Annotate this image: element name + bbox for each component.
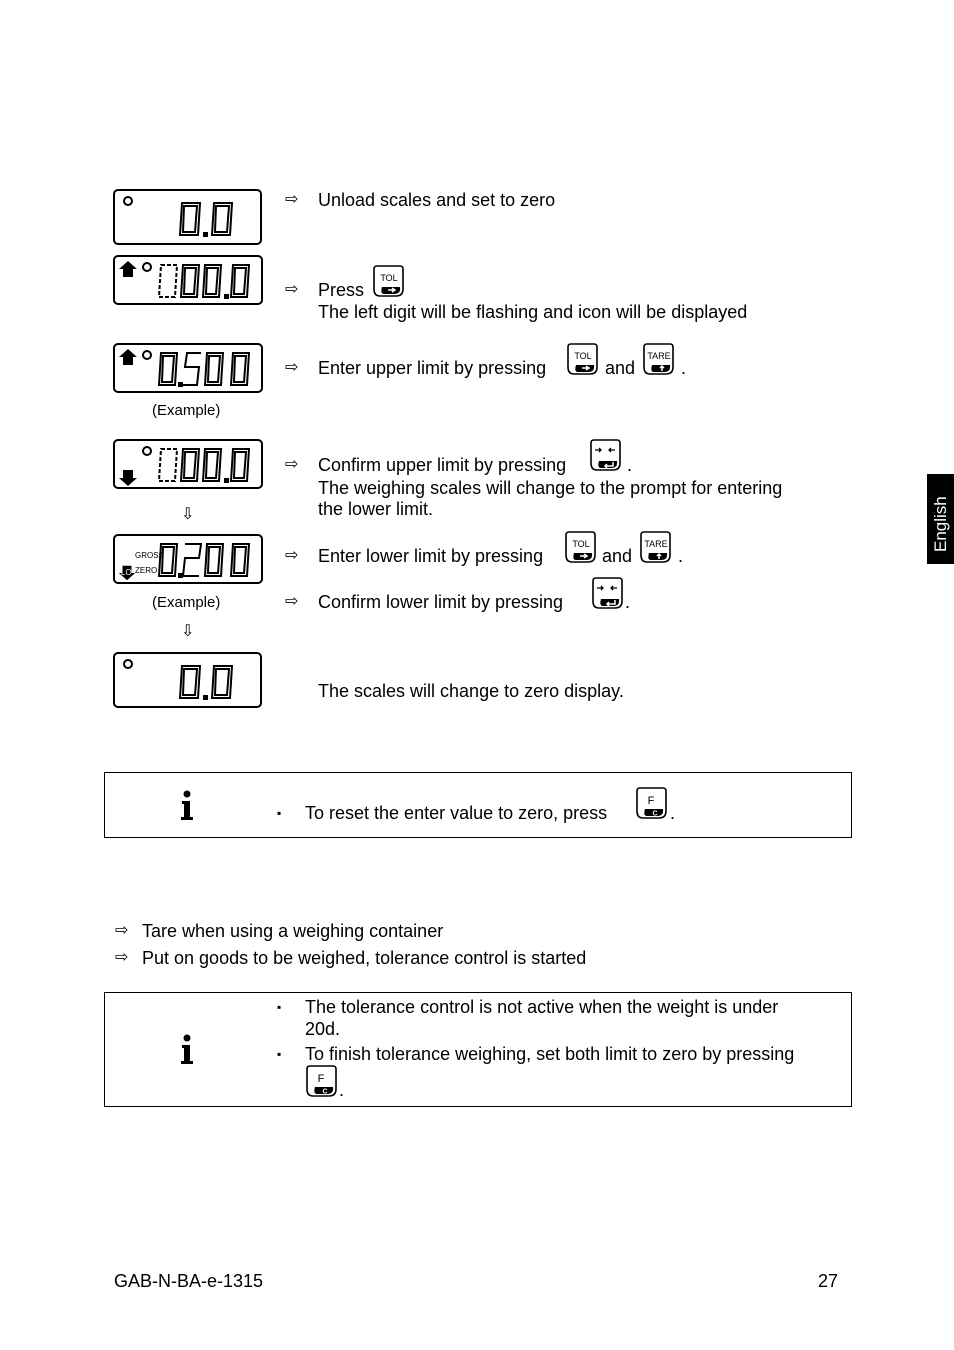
seven-segment-digits — [155, 536, 257, 582]
upper-limit-arrow-icon — [118, 260, 138, 278]
tare-key-label: TARE — [644, 539, 668, 549]
period: . — [681, 358, 687, 378]
footer-page-number: 27 — [818, 1271, 839, 1291]
zero-indicator: ZERO — [135, 566, 158, 575]
tol-key-label: TOL — [574, 351, 592, 361]
step-tare: Tare when using a weighing container — [142, 921, 444, 941]
f-c-key-icon — [635, 787, 669, 820]
arrow-down-icon: ⇩ — [181, 506, 195, 523]
stable-indicator-icon — [142, 350, 152, 360]
step-press: Press — [318, 280, 365, 300]
arrow-right-icon: ⇨ — [285, 547, 299, 564]
period: . — [678, 546, 684, 566]
gross-indicator: GROSS — [135, 551, 164, 560]
info-icon — [179, 1034, 195, 1066]
f-key-label: F — [647, 795, 655, 807]
example-caption: (Example) — [152, 402, 221, 419]
step-put-goods: Put on goods to be weighed, tolerance control is started — [142, 948, 587, 968]
tol-key-icon — [372, 265, 406, 298]
example-caption: (Example) — [152, 594, 221, 611]
arrow-right-icon: ⇨ — [285, 191, 299, 208]
lo-indicator: LO — [121, 568, 132, 577]
step-flashing-info: The left digit will be flashing and icon will be displayed — [318, 302, 748, 322]
note-inactive-text: The tolerance control is not active when the weight is under — [305, 997, 779, 1017]
tare-key-icon — [639, 531, 673, 564]
c-key-label: C — [652, 810, 658, 818]
lcd-display-zero — [113, 189, 262, 245]
bullet: ▪ — [277, 806, 282, 820]
tol-key-label: TOL — [572, 539, 590, 549]
period: . — [670, 803, 676, 823]
info-note-reset — [104, 772, 852, 838]
language-label: English — [931, 496, 950, 552]
seven-segment-digits — [176, 654, 256, 706]
period: . — [627, 455, 633, 475]
step-enter-upper: Enter upper limit by pressing — [318, 358, 547, 378]
info-note-tolerance — [104, 992, 852, 1107]
tare-key-label: TARE — [647, 351, 671, 361]
f-key-label: F — [317, 1073, 325, 1085]
lcd-display-upper-entry — [113, 255, 263, 305]
arrow-right-icon: ⇨ — [115, 949, 129, 966]
step-change-prompt: The weighing scales will change to the prompt for entering — [318, 478, 783, 498]
tol-key-icon — [564, 531, 598, 564]
stable-indicator-icon — [142, 446, 152, 456]
period: . — [625, 592, 631, 612]
seven-segment-digits — [155, 441, 257, 487]
arrow-right-icon: ⇨ — [285, 456, 299, 473]
stable-indicator-icon — [123, 196, 133, 206]
arrow-right-icon: ⇨ — [285, 359, 299, 376]
step-confirm-upper: Confirm upper limit by pressing — [318, 455, 567, 475]
arrow-down-icon: ⇩ — [181, 623, 195, 640]
step-lower-limit: the lower limit. — [318, 499, 434, 519]
seven-segment-digits — [176, 191, 256, 243]
step-enter-lower: Enter lower limit by pressing — [318, 546, 544, 566]
step-unload: Unload scales and set to zero — [318, 190, 556, 210]
step-zero-display: The scales will change to zero display. — [318, 681, 624, 701]
tare-key-icon — [642, 343, 676, 376]
seven-segment-digits — [155, 345, 257, 391]
enter-key-icon — [589, 439, 623, 472]
enter-key-icon — [591, 577, 625, 610]
note-inactive-text-cont: 20d. — [305, 1019, 341, 1039]
arrow-right-icon: ⇨ — [285, 281, 299, 298]
lcd-display-lower-entry — [113, 439, 263, 489]
stable-indicator-icon — [142, 262, 152, 272]
note-reset-text: To reset the enter value to zero, press — [305, 803, 608, 823]
footer-doc-id: GAB-N-BA-e-1315 — [114, 1271, 264, 1291]
lower-limit-arrow-icon — [118, 469, 138, 487]
tol-key-icon — [566, 343, 600, 376]
arrow-right-icon: ⇨ — [285, 593, 299, 610]
seven-segment-digits — [155, 257, 257, 303]
arrow-right-icon: ⇨ — [115, 922, 129, 939]
note-finish-text: To finish tolerance weighing, set both limit to zero by pressing — [305, 1044, 795, 1064]
lcd-display-upper-example — [113, 343, 263, 393]
stable-indicator-icon — [123, 659, 133, 669]
and-text: and — [602, 546, 633, 566]
f-c-key-icon — [305, 1065, 339, 1098]
and-text: and — [605, 358, 636, 378]
lcd-display-zero-final — [113, 652, 262, 708]
info-icon — [179, 790, 195, 822]
bullet: ▪ — [277, 1000, 282, 1014]
step-confirm-lower: Confirm lower limit by pressing — [318, 592, 564, 612]
c-key-label: C — [322, 1088, 328, 1096]
period: . — [339, 1080, 345, 1100]
language-tab — [927, 474, 954, 564]
upper-limit-arrow-icon — [118, 348, 138, 366]
tol-key-label: TOL — [380, 273, 398, 283]
bullet: ▪ — [277, 1047, 282, 1061]
lcd-display-lower-example — [113, 534, 263, 584]
